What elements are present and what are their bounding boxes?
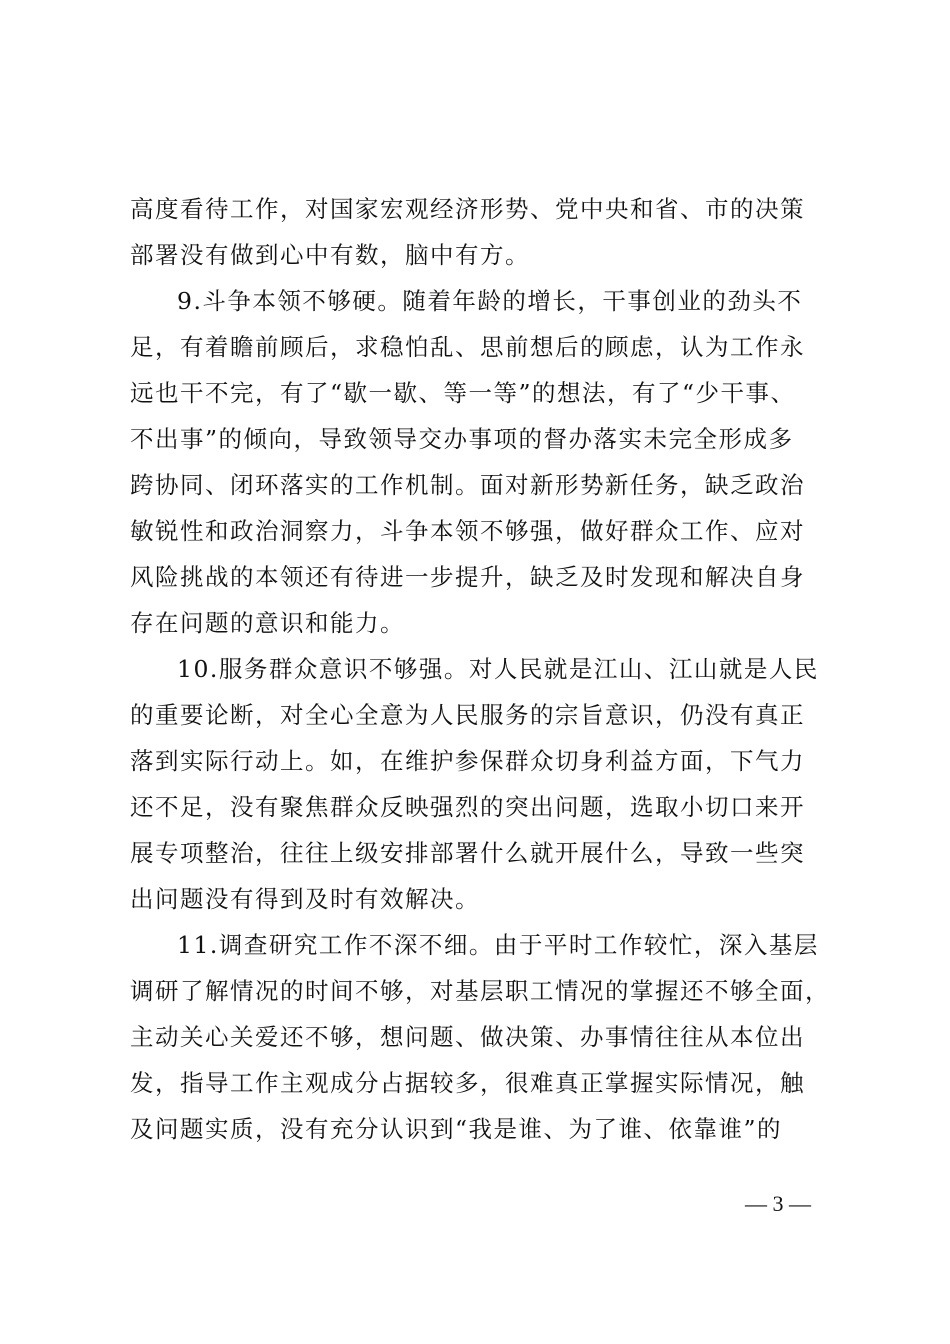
- text-line: 部署没有做到心中有数，脑中有方。: [130, 241, 530, 269]
- text-line: 出问题没有得到及时有效解决。: [130, 885, 480, 913]
- text-line: 落到实际行动上。如，在维护参保群众切身利益方面，下气力: [130, 747, 805, 775]
- text-line: 足，有着瞻前顾后，求稳怕乱、思前想后的顾虑，认为工作永: [130, 333, 805, 361]
- text-line: 风险挑战的本领还有待进一步提升，缺乏及时发现和解决自身: [130, 563, 805, 591]
- text-line: 的重要论断，对全心全意为人民服务的宗旨意识，仍没有真正: [130, 701, 805, 729]
- text-line: 高度看待工作，对国家宏观经济形势、党中央和省、市的决策: [130, 195, 805, 223]
- text-line: 敏锐性和政治洞察力，斗争本领不够强，做好群众工作、应对: [130, 517, 805, 545]
- paragraph-heading-9: 9.斗争本领不够硬。随着年龄的增长，干事创业的劲头不: [177, 287, 803, 315]
- text-line: 还不足，没有聚焦群众反映强烈的突出问题，选取小切口来开: [130, 793, 805, 821]
- text-line: 跨协同、闭环落实的工作机制。面对新形势新任务，缺乏政治: [130, 471, 805, 499]
- paragraph-heading-11: 11.调查研究工作不深不细。由于平时工作较忙，深入基层: [177, 931, 819, 959]
- text-line: 调研了解情况的时间不够，对基层职工情况的掌握还不够全面，: [130, 977, 830, 1005]
- paragraph-heading-10: 10.服务群众意识不够强。对人民就是江山、江山就是人民: [177, 655, 819, 683]
- text-line: 及问题实质，没有充分认识到“我是谁、为了谁、依靠谁”的: [130, 1115, 783, 1143]
- text-line: 主动关心关爱还不够，想问题、做决策、办事情往往从本位出: [130, 1023, 805, 1051]
- page-number: — 3 —: [745, 1191, 811, 1216]
- text-line: 存在问题的意识和能力。: [130, 609, 405, 637]
- text-line: 发，指导工作主观成分占据较多，很难真正掌握实际情况，触: [130, 1069, 805, 1097]
- text-line: 远也干不完，有了“歇一歇、等一等”的想法，有了“少干事、: [130, 379, 796, 407]
- text-line: 展专项整治，往往上级安排部署什么就开展什么，导致一些突: [130, 839, 805, 867]
- text-line: 不出事”的倾向，导致领导交办事项的督办落实未完全形成多: [130, 425, 794, 453]
